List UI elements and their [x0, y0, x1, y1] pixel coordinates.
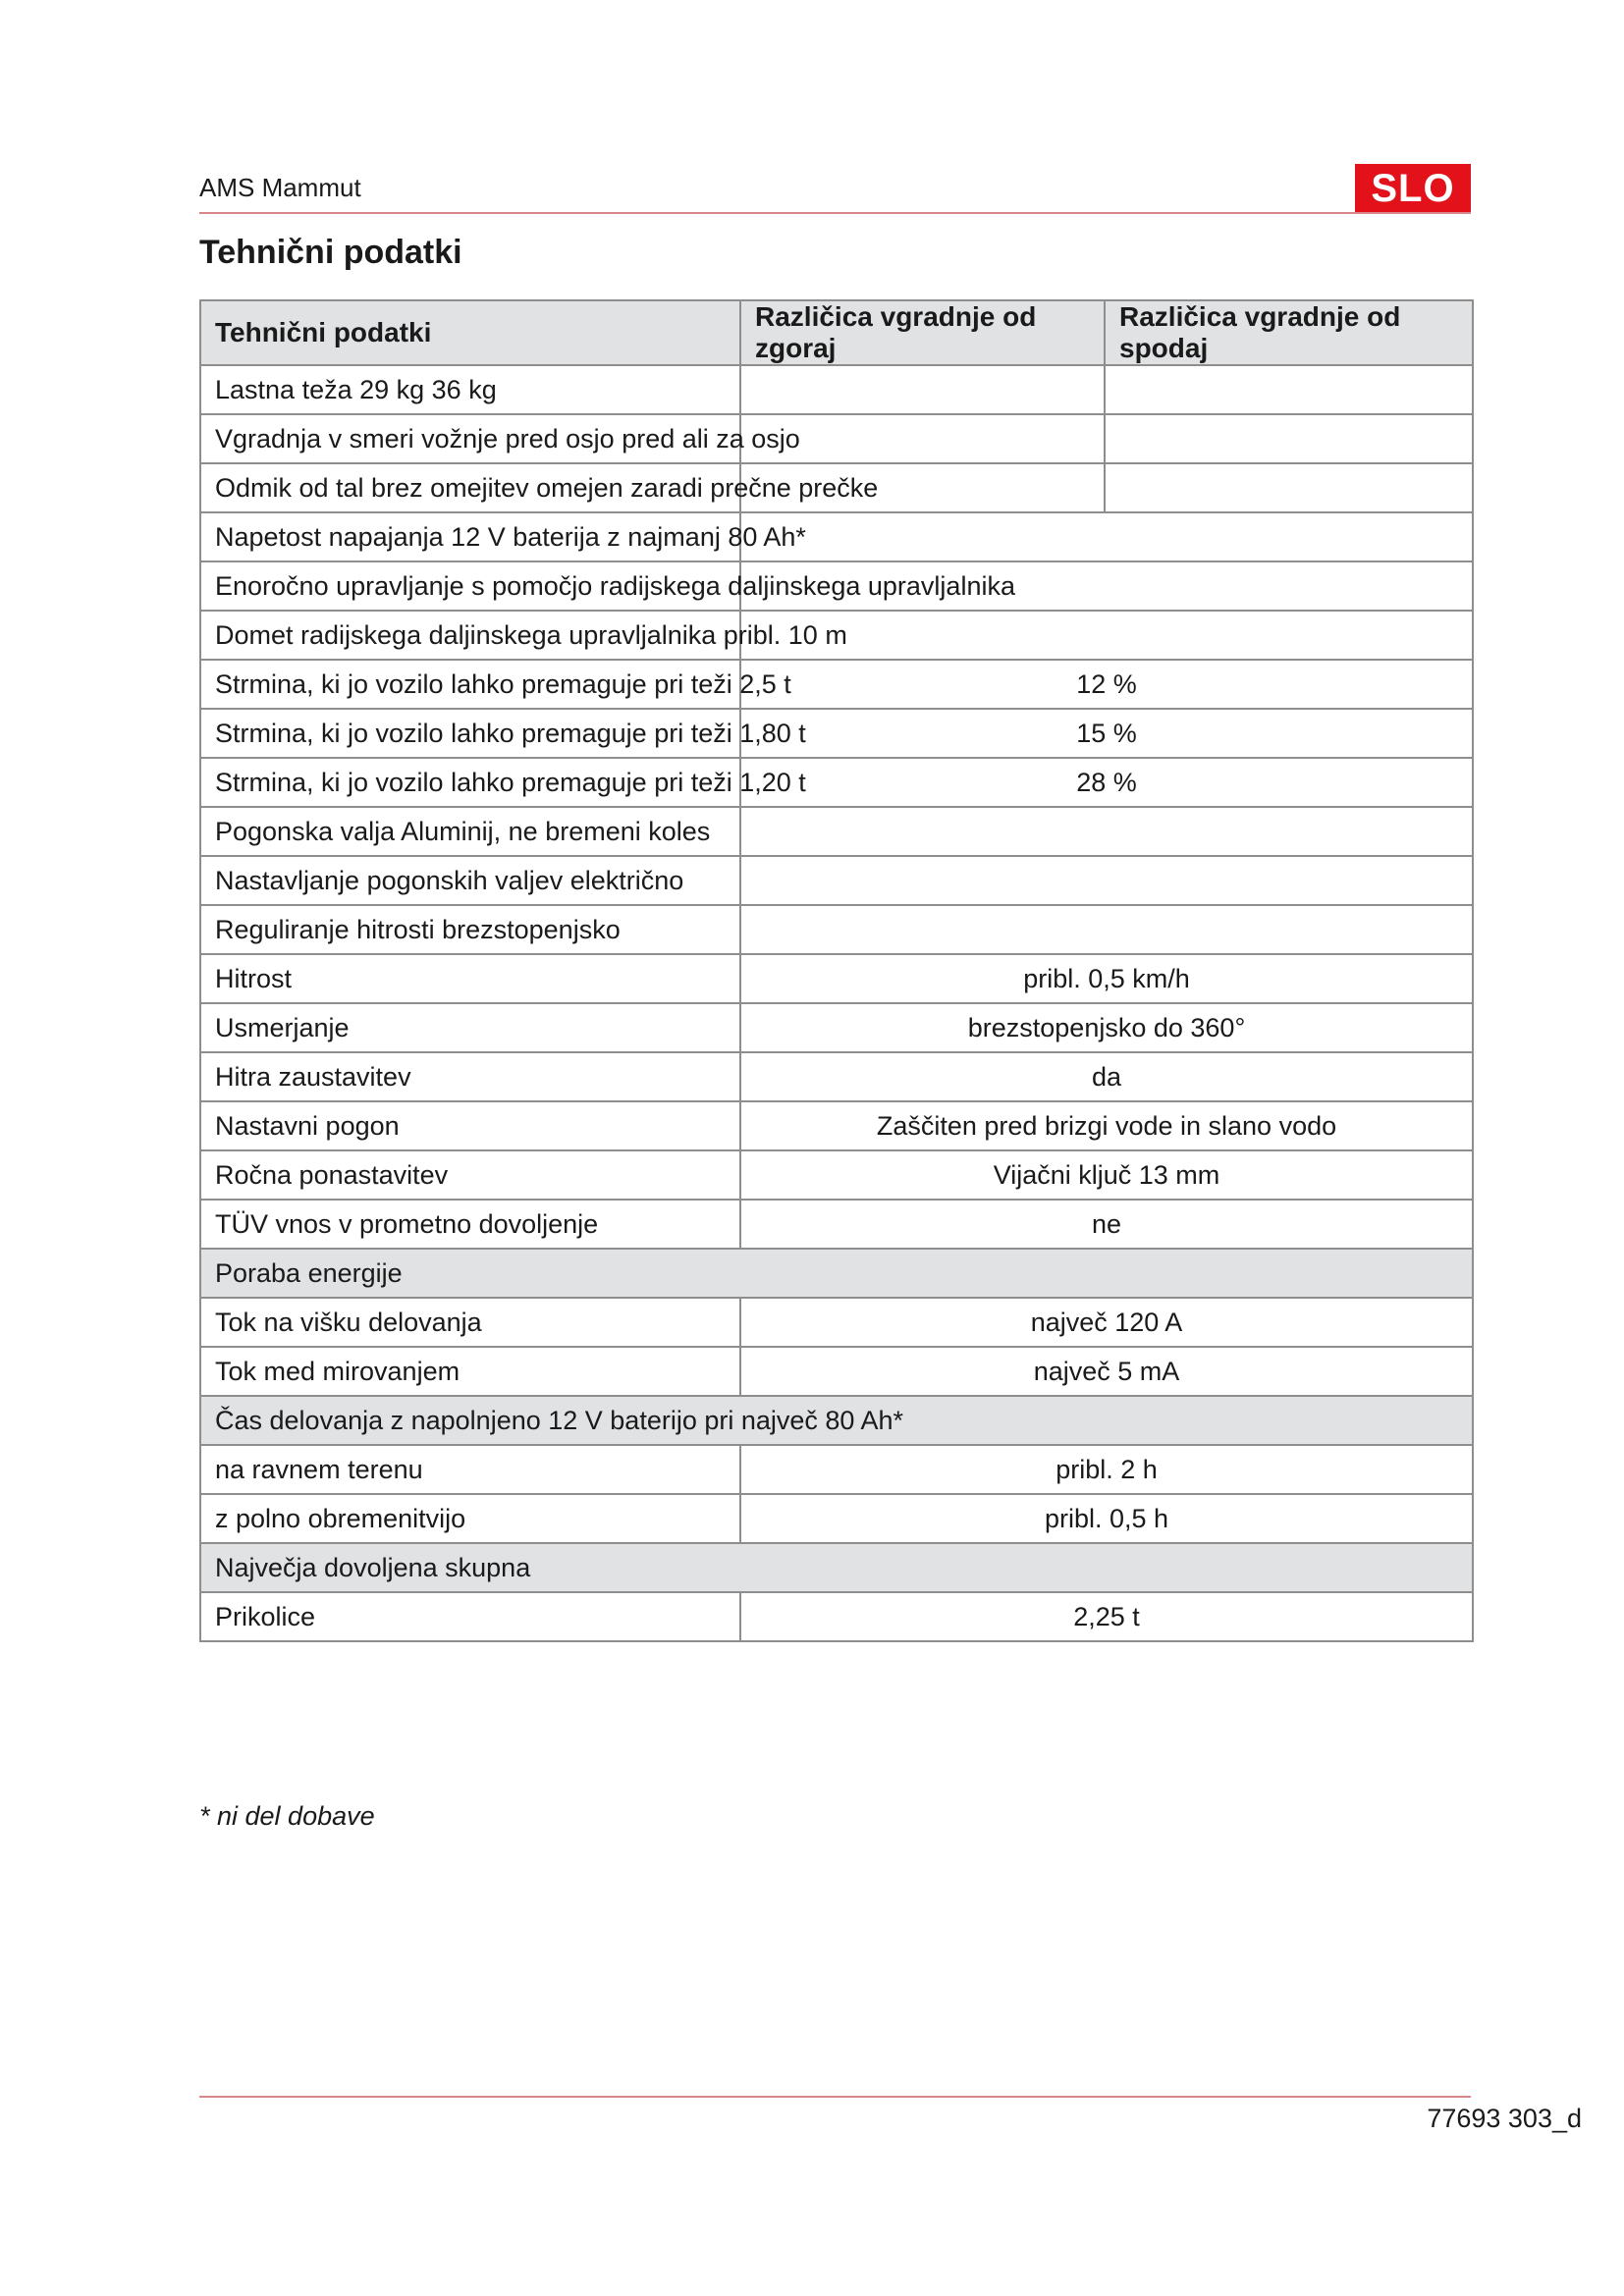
document-number: 77693 303_d [1427, 2104, 1582, 2133]
row-label: Lastna teža 29 kg 36 kg [200, 365, 740, 414]
table-header-row [200, 300, 1473, 365]
section-row [200, 1543, 1473, 1592]
row-value: 12 % [740, 660, 1473, 709]
table-row [200, 561, 1473, 611]
row-label: Vgradnja v smeri vožnje pred osjo pred ali za osjo [200, 414, 740, 463]
row-label: z polno obremenitvijo [200, 1494, 740, 1543]
table-row [200, 1347, 1473, 1396]
row-label: na ravnem terenu [200, 1445, 740, 1494]
row-value: 28 % [740, 758, 1473, 807]
table-row [200, 1298, 1473, 1347]
row-value: 2,25 t [740, 1592, 1473, 1641]
page-title: Tehnični podatki [199, 234, 462, 271]
row-value: Zaščiten pred brizgi vode in slano vodo [740, 1101, 1473, 1150]
row-label: Odmik od tal brez omejitev omejen zaradi prečne prečke [200, 463, 740, 512]
table-row [200, 660, 1473, 709]
section-label: Poraba energije [200, 1249, 1473, 1298]
row-label: Usmerjanje [200, 1003, 740, 1052]
header-divider [199, 212, 1471, 214]
table-cell [740, 611, 1473, 660]
column-header: Različica vgradnje od zgoraj [740, 300, 1105, 365]
table-cell [740, 365, 1105, 414]
row-value: ne [740, 1200, 1473, 1249]
row-value: največ 120 A [740, 1298, 1473, 1347]
table-row [200, 709, 1473, 758]
table-row [200, 1200, 1473, 1249]
section-label: Čas delovanja z napolnjeno 12 V baterijo pri največ 80 Ah* [200, 1396, 1473, 1445]
row-value: brezstopenjsko do 360° [740, 1003, 1473, 1052]
row-label: Hitrost [200, 954, 740, 1003]
row-label: Domet radijskega daljinskega upravljalnika pribl. 10 m [200, 611, 740, 660]
row-label: Strmina, ki jo vozilo lahko premaguje pri teži 1,20 t [200, 758, 740, 807]
table-row [200, 1150, 1473, 1200]
row-label: Reguliranje hitrosti brezstopenjsko [200, 905, 740, 954]
footnote: * ni del dobave [199, 1801, 375, 1831]
technical-data-table [199, 299, 1474, 1642]
section-row [200, 1249, 1473, 1298]
row-label: Nastavni pogon [200, 1101, 740, 1150]
table-row [200, 1003, 1473, 1052]
column-header: Različica vgradnje od spodaj [1105, 300, 1473, 365]
table-row [200, 1101, 1473, 1150]
language-badge: SLO [1355, 164, 1471, 213]
table-row [200, 1592, 1473, 1641]
table-row [200, 1052, 1473, 1101]
row-label: Napetost napajanja 12 V baterija z najmanj 80 Ah* [200, 512, 740, 561]
row-label: Ročna ponastavitev [200, 1150, 740, 1200]
row-label: Strmina, ki jo vozilo lahko premaguje pri teži 2,5 t [200, 660, 740, 709]
row-label: TÜV vnos v prometno dovoljenje [200, 1200, 740, 1249]
table-row [200, 414, 1473, 463]
table-cell [740, 856, 1473, 905]
table-row [200, 463, 1473, 512]
section-row [200, 1396, 1473, 1445]
row-label: Nastavljanje pogonskih valjev električno [200, 856, 740, 905]
table-row [200, 905, 1473, 954]
row-value: Vijačni ključ 13 mm [740, 1150, 1473, 1200]
table-row [200, 611, 1473, 660]
table-row [200, 807, 1473, 856]
row-label: Strmina, ki jo vozilo lahko premaguje pri teži 1,80 t [200, 709, 740, 758]
table-cell [740, 807, 1473, 856]
row-label: Tok na višku delovanja [200, 1298, 740, 1347]
table-row [200, 1445, 1473, 1494]
column-header: Tehnični podatki [200, 300, 740, 365]
table-cell [1105, 414, 1473, 463]
row-label: Tok med mirovanjem [200, 1347, 740, 1396]
table-row [200, 758, 1473, 807]
row-value: 15 % [740, 709, 1473, 758]
row-label: Hitra zaustavitev [200, 1052, 740, 1101]
row-label: Enoročno upravljanje s pomočjo radijskega daljinskega upravljalnika [200, 561, 740, 611]
header-title: AMS Mammut [199, 173, 361, 202]
row-value: največ 5 mA [740, 1347, 1473, 1396]
table-cell [1105, 365, 1473, 414]
table-cell [740, 512, 1473, 561]
table-row [200, 954, 1473, 1003]
row-label: Pogonska valja Aluminij, ne bremeni koles [200, 807, 740, 856]
row-value: da [740, 1052, 1473, 1101]
table-row [200, 856, 1473, 905]
table-row [200, 1494, 1473, 1543]
table-cell [1105, 463, 1473, 512]
row-value: pribl. 2 h [740, 1445, 1473, 1494]
row-value: pribl. 0,5 km/h [740, 954, 1473, 1003]
table-cell [740, 905, 1473, 954]
section-label: Največja dovoljena skupna [200, 1543, 1473, 1592]
table-row [200, 512, 1473, 561]
row-value: pribl. 0,5 h [740, 1494, 1473, 1543]
footer-divider [199, 2096, 1471, 2098]
table-row [200, 365, 1473, 414]
row-label: Prikolice [200, 1592, 740, 1641]
